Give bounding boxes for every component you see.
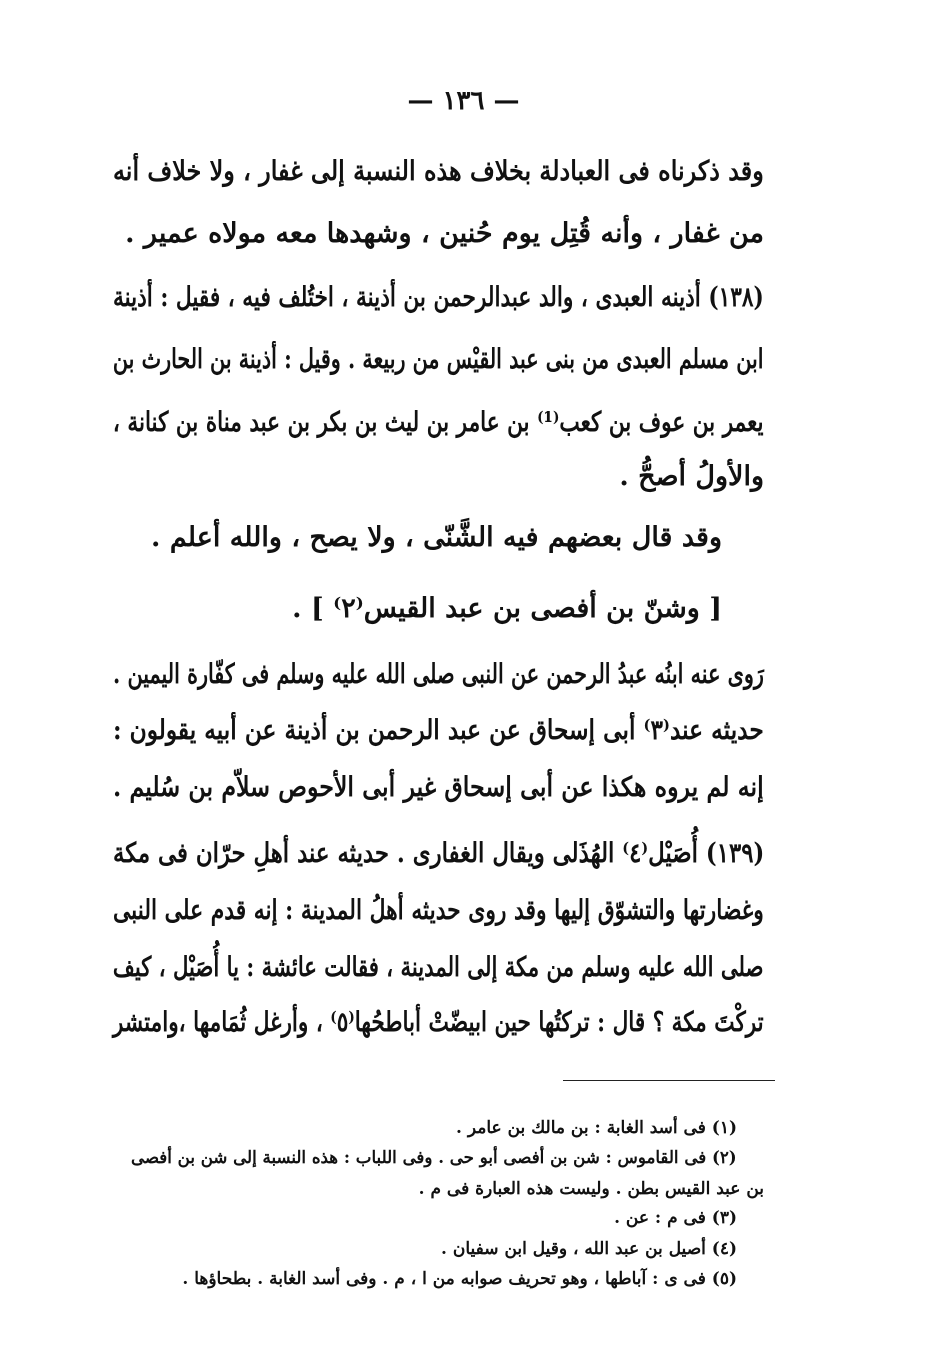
body-text-line: حديثه عند⁽٣⁾ أبى إسحاق عن عبد الرحمن بن أذينة عن أبيه يقولون : bbox=[113, 715, 764, 746]
footnote-line: (١) فى أسد الغابة : بن مالك بن عامر . bbox=[456, 1118, 737, 1138]
body-text-line: (١٣٩) أُصَيْل⁽٤⁾ الهُذَلى ويقال الغفارى . حديثه عند أهلِ حرّان فى مكة bbox=[112, 838, 764, 869]
body-text-line: وقد قال بعضهم فيه الشَّنّى ، ولا يصح ، والله أعلم . bbox=[151, 522, 722, 553]
body-text-line: (١٣٨) أذينه العبدى ، والد عبدالرحمن بن أذينة ، اختُلف فيه ، فقيل : أذينة bbox=[113, 282, 764, 313]
page-number: — ١٣٦ — bbox=[407, 86, 520, 116]
body-text-line: وغضارتها والتشوّق إليها وقد روى حديثه أهلُ المدينة : إنه قدم على النبى bbox=[113, 895, 764, 926]
footnote-line: بن عبد القيس بطن . وليست هذه العبارة فى م . bbox=[418, 1179, 764, 1199]
body-text-line: وقد ذكرناه فى العبادلة بخلاف هذه النسبة إلى غفار ، ولا خلاف أنه bbox=[113, 156, 764, 187]
footnote-line: (٣) فى م : عن . bbox=[614, 1208, 737, 1228]
footnote-line: (٢) فى القاموس : شن بن أفصى أبو حى . وفى اللباب : هذه النسبة إلى شن بن أفصى bbox=[131, 1148, 737, 1168]
body-text-line: يعمر بن عوف بن كعب⁽¹⁾ بن عامر بن ليث بن بكر بن عبد مناة بن كنانة ، bbox=[113, 407, 764, 438]
footnote-line: (٤) أصيل بن عبد الله ، وقيل ابن سفيان . bbox=[441, 1239, 737, 1259]
body-text-line: إنه لم يروه هكذا عن أبى إسحاق غير أبى الأحوص سلاّم بن سُليم . bbox=[113, 772, 764, 803]
body-text-line: من غفار ، وأنه قُتِل يوم حُنين ، وشهدها معه مولاه عمير . bbox=[125, 218, 764, 249]
body-text-line: والأولُ أصحُّ . bbox=[619, 461, 764, 492]
body-text-line: ابن مسلم العبدى من بنى عبد القيْس من ربيعة . وقيل : أذينة بن الحارث بن bbox=[113, 344, 764, 375]
body-text-line: تركْتَ مكة ؟ قال : تركتُها حين ابيضّتْ أباطحُها⁽٥⁾ ، وأرغل ثُمَامها ،وامتشر bbox=[113, 1007, 764, 1038]
footnote-separator bbox=[563, 1080, 775, 1081]
body-text-line: صلى الله عليه وسلم من مكة إلى المدينة ، فقالت عائشة : يا أُصَيْل ، كيف bbox=[113, 952, 764, 983]
body-text-line: رَوى عنه ابنُه عبدُ الرحمن عن النبى صلى الله عليه وسلم فى كفّارة اليمين . bbox=[113, 659, 764, 690]
body-text-line: [ وشنّ بن أفصى بن عبد القيس⁽٢⁾ ] . bbox=[292, 593, 722, 624]
footnote-line: (٥) فى ى : آباطها ، وهو تحريف صوابه من ا ، م . وفى أسد الغابة . بطحاؤها . bbox=[182, 1269, 737, 1289]
